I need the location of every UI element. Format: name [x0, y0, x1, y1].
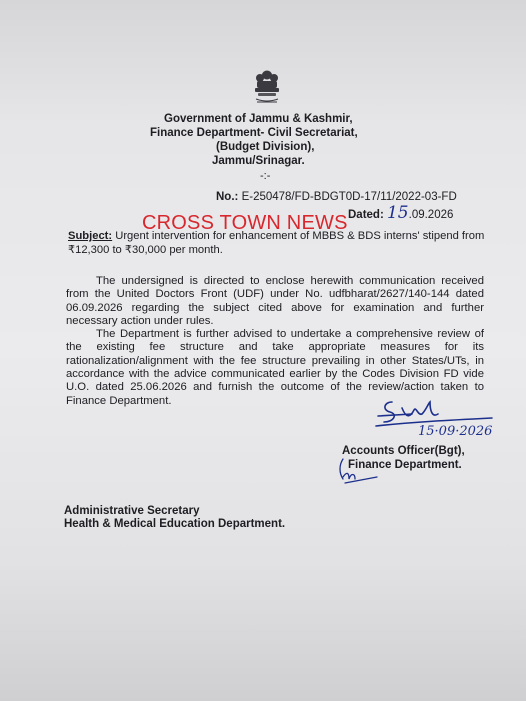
- subject-line: [68, 229, 518, 257]
- addressee-department: Health & Medical Education Department.: [64, 518, 286, 530]
- letterhead-government: Government of Jammu & Kashmir,: [164, 113, 353, 125]
- body-paragraph-2: The Department is further advised to undertake a comprehensive review of the existing fee structure and take appropriate measures for its rationalization/alignment with the fee structure prevailing in other States/UTs, in accordance with the advice communicated earlier by the Codes Division FD vide U.O. dated 25.06.2026 and furnish the outcome of the review/action taken to Finance Department.: [66, 328, 484, 407]
- reference-number: [216, 191, 457, 203]
- reference-number-value: E-250478/FD-BDGT0D-17/11/2022-03-FD: [241, 191, 457, 203]
- news-watermark: CROSS TOWN NEWS: [142, 212, 348, 234]
- addressee-title: Administrative Secretary: [64, 505, 200, 517]
- reference-date-value: .09.2026: [408, 209, 454, 221]
- header-separator: -:-: [260, 170, 271, 182]
- letterhead-location: Jammu/Srinagar.: [212, 155, 305, 167]
- signatory-department: Finance Department.: [348, 459, 462, 471]
- initials-icon: [337, 455, 387, 485]
- reference-date: [348, 203, 453, 223]
- national-emblem-icon: [250, 68, 284, 108]
- letterhead-division: (Budget Division),: [216, 141, 315, 153]
- letterhead: [150, 112, 410, 168]
- signature-date: 15·09·2026: [418, 424, 493, 439]
- signatory-designation: Accounts Officer(Bgt),: [342, 445, 465, 457]
- body-paragraph-1: The undersigned is directed to enclose herewith communication received from the United Doctors Front (UDF) under No. udfbharat/2627/140-144 dated 06.09.2026 regarding the subject cited above for examination and further necessary action under rules.: [66, 275, 484, 327]
- reference-date-label: Dated:: [348, 209, 384, 221]
- subject-text: Urgent intervention for enhancement of MBBS & BDS interns' stipend from ₹12,300 to ₹30,000 per month.: [68, 230, 485, 256]
- subject-label: Subject:: [68, 230, 113, 242]
- letterhead-department: Finance Department- Civil Secretariat,: [150, 127, 358, 139]
- addressee: [64, 505, 285, 531]
- letter-body: [66, 275, 484, 408]
- reference-number-label: No.:: [216, 191, 239, 203]
- reference-date-handwritten: 15: [386, 203, 409, 223]
